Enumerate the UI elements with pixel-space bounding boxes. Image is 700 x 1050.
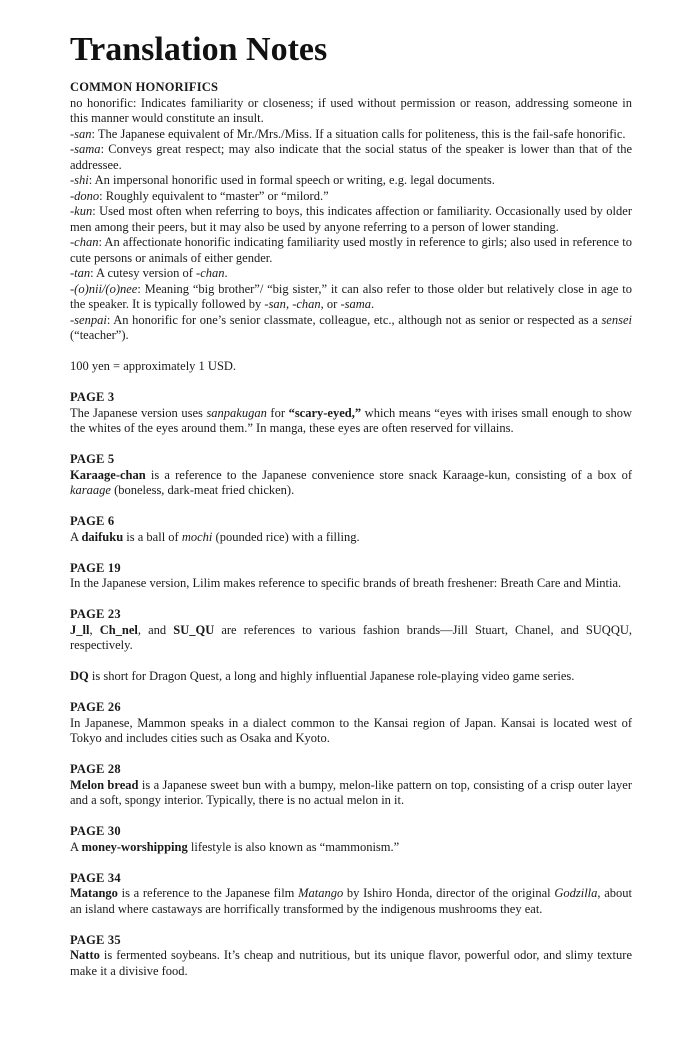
- honorific-definition: : An honorific for one’s senior classmate, colleague, etc., although not as senior or respected as a sensei (“teacher”).: [70, 312, 632, 342]
- note-page-label: PAGE 26: [70, 700, 121, 714]
- emphasis-text: “scary-eyed,”: [288, 405, 362, 420]
- honorific-entry: [70, 127, 632, 143]
- emphasis-text: Ch_nel: [99, 622, 138, 637]
- note-page-26: [70, 700, 632, 747]
- honorific-definition: : The Japanese equivalent of Mr./Mrs./Miss. If a situation calls for politeness, this is the fail-safe honorific.: [91, 126, 626, 141]
- note-text: A money-worshipping lifestyle is also known as “mammonism.”: [70, 839, 400, 854]
- emphasis-text: sanpakugan: [206, 405, 267, 420]
- honorific-definition: : Roughly equivalent to “master” or “milord.”: [99, 188, 329, 203]
- honorifics-heading: COMMON HONORIFICS: [70, 80, 219, 94]
- note-page-label: PAGE 6: [70, 514, 115, 528]
- emphasis-text: DQ: [70, 669, 89, 683]
- honorific-entry: no honorific: Indicates familiarity or closeness; if used without permission or reason, addressing someone in this manner would constitute an insult.: [70, 95, 632, 125]
- note-page-35: [70, 933, 632, 980]
- note-page-label: PAGE 19: [70, 560, 121, 575]
- honorific-entry: [70, 282, 632, 313]
- honorific-entry: [70, 173, 632, 189]
- honorific-term: -chan: [70, 235, 99, 249]
- note-text: Matango is a reference to the Japanese film Matango by Ishiro Honda, director of the original Godzilla, about an island where castaways are horrifically transformed by the indigenous mushrooms they eat.: [70, 886, 632, 916]
- note-page-label: PAGE 28: [70, 762, 121, 776]
- note-page-label: PAGE 30: [70, 824, 121, 838]
- note-text: DQ is short for Dragon Quest, a long and highly influential Japanese role-playing video game series.: [70, 669, 575, 683]
- honorific-term: -san: [70, 126, 92, 141]
- note-page-30: [70, 824, 632, 855]
- honorific-term: -(o)nii/(o)nee: [70, 281, 138, 296]
- honorific-definition: : An affectionate honorific indicating familiarity used mostly in reference to girls; also used in reference to cute persons or animals of either gender.: [70, 235, 632, 265]
- note-page-label: PAGE 5: [70, 452, 115, 466]
- honorific-definition: : Meaning “big brother”/ “big sister,” it can also refer to those older but relatively close in age to the speaker. It is typically followed by -san, -chan, or -sama.: [70, 281, 632, 311]
- emphasis-text: SU_QU: [173, 622, 215, 637]
- paragraph-gap: [70, 654, 632, 670]
- emphasis-text: Matango: [70, 886, 118, 900]
- note-page-3: [70, 390, 632, 437]
- emphasis-text: mochi: [181, 529, 213, 544]
- honorifics-section: [70, 80, 632, 344]
- emphasis-text: money-worshipping: [81, 839, 188, 854]
- emphasis-text: -sama: [340, 297, 372, 311]
- currency-text: 100 yen = approximately 1 USD.: [70, 359, 237, 373]
- note-text: Karaage-chan is a reference to the Japanese convenience store snack Karaage-kun, consisting of a box of karaage (boneless, dark-meat fried chicken).: [70, 467, 632, 497]
- note-text: Melon bread is a Japanese sweet bun with a bumpy, melon-like pattern on top, consisting of a crisp outer layer and a soft, spongy interior. Typically, there is no actual melon in it.: [70, 777, 633, 807]
- emphasis-text: -chan: [292, 297, 321, 311]
- note-page-5: [70, 452, 632, 499]
- honorific-entry: [70, 189, 632, 205]
- honorific-entry: [70, 204, 632, 235]
- honorific-term: -senpai: [70, 312, 107, 327]
- honorific-term: -dono: [70, 188, 100, 203]
- note-page-label: PAGE 35: [70, 932, 121, 947]
- note-page-34: [70, 871, 632, 918]
- note-text: A daifuku is a ball of mochi (pounded rice) with a filling.: [70, 529, 360, 544]
- currency-note: [70, 359, 632, 375]
- note-page-19: [70, 561, 632, 592]
- note-page-23: [70, 607, 632, 685]
- emphasis-text: J_ll: [70, 622, 90, 637]
- emphasis-text: Matango: [298, 886, 344, 900]
- emphasis-text: -san: [264, 297, 286, 311]
- note-text: J_ll, Ch_nel, and SU_QU are references to various fashion brands—Jill Stuart, Chanel, and SUQQU, respectively.: [70, 622, 633, 652]
- note-page-28: [70, 762, 632, 809]
- honorific-entry: [70, 266, 632, 282]
- emphasis-text: karaage: [70, 483, 111, 497]
- honorific-term: -kun: [70, 204, 93, 218]
- honorific-term: -tan: [70, 266, 91, 280]
- honorific-entry: [70, 235, 632, 266]
- honorific-definition: : Used most often when referring to boys, this indicates affection or familiarity. Occasionally used by older men among their peers, but it may also be used by anyone referring to a person of lower standing.: [70, 204, 632, 234]
- honorific-definition: : Conveys great respect; may also indicate that the social status of the speaker is lower than that of the addressee.: [70, 142, 632, 172]
- emphasis-text: Godzilla: [554, 886, 598, 900]
- honorific-term: -sama: [70, 142, 101, 156]
- emphasis-text: Melon bread: [70, 777, 139, 792]
- emphasis-text: -chan: [196, 266, 225, 280]
- honorific-definition: : An impersonal honorific used in formal speech or writing, e.g. legal documents.: [88, 173, 495, 187]
- honorific-term: -shi: [70, 173, 89, 187]
- note-page-label: PAGE 34: [70, 870, 121, 885]
- note-page-label: PAGE 3: [70, 390, 115, 404]
- note-text: The Japanese version uses sanpakugan for “scary-eyed,” which means “eyes with irises small enough to show the whites of the eyes around them.” In manga, these eyes are often reserved for villains.: [70, 405, 633, 435]
- emphasis-text: daifuku: [81, 529, 124, 544]
- emphasis-text: sensei: [601, 312, 632, 327]
- honorific-definition: : A cutesy version of -chan.: [90, 266, 228, 280]
- page-title: Translation Notes: [70, 31, 328, 68]
- emphasis-text: Karaage-chan: [70, 467, 146, 482]
- note-text: In the Japanese version, Lilim makes reference to specific brands of breath freshener: Breath Care and Mintia.: [70, 576, 622, 590]
- honorific-entry: [70, 313, 632, 344]
- note-page-label: PAGE 23: [70, 607, 121, 621]
- note-text: In Japanese, Mammon speaks in a dialect common to the Kansai region of Japan. Kansai is located west of Tokyo and includes cities such as Osaka and Kyoto.: [70, 715, 632, 745]
- note-page-6: [70, 514, 632, 545]
- note-text: Natto is fermented soybeans. It’s cheap and nutritious, but its unique flavor, powerful odor, and slimy texture make it a divisive food.: [70, 948, 632, 978]
- honorific-entry: [70, 142, 632, 173]
- emphasis-text: Natto: [70, 948, 100, 962]
